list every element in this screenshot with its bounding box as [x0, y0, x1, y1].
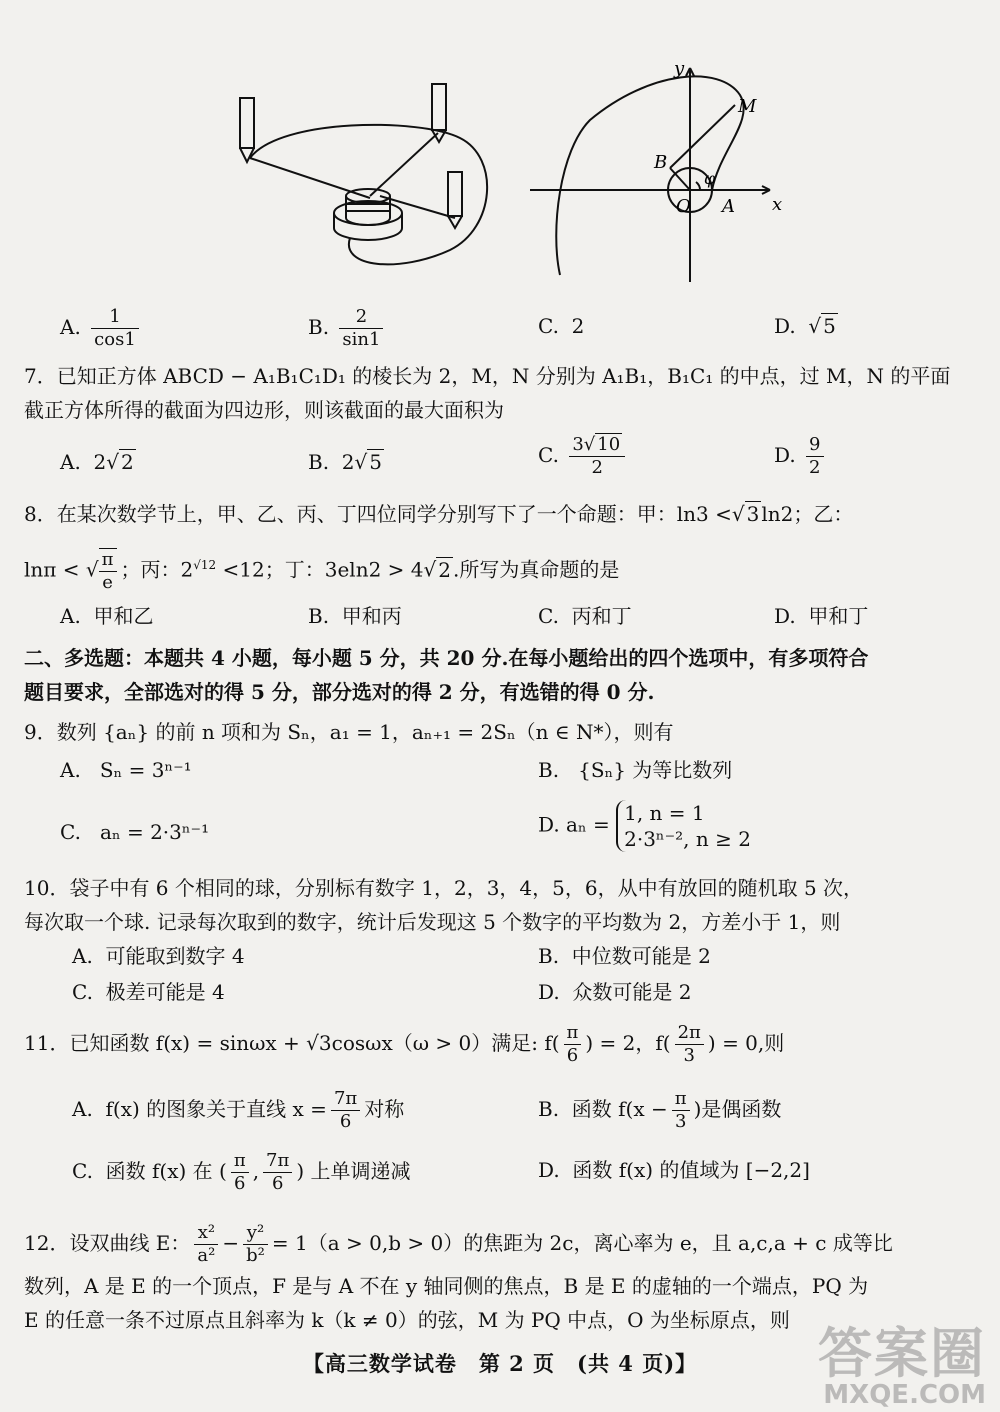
q7-stem-line1: 7．已知正方体 ABCD − A₁B₁C₁D₁ 的棱长为 2，M，N 分别为 A₁B₁，B₁C₁ 的中点，过 M，N 的平面 — [24, 364, 951, 388]
piecewise-head: aₙ = — [566, 812, 610, 837]
option-text: 可能取到数字 4 — [105, 944, 245, 968]
q10-option-b — [538, 942, 711, 970]
numerator: 7π — [331, 1088, 360, 1111]
q9-option-c — [60, 818, 209, 846]
fraction — [672, 1088, 690, 1133]
q8-bing-tail: <12；丁： — [216, 557, 325, 582]
q11-option-b — [538, 1088, 781, 1133]
q7-option-b: B. 2√ 5 — [308, 450, 382, 474]
numerator: x² — [194, 1222, 218, 1245]
option-label: C. — [538, 314, 559, 338]
piecewise-brace — [616, 800, 751, 852]
piecewise-case-1: 1, n = 1 — [624, 801, 705, 825]
q8-bing-head: ；丙： — [120, 557, 181, 582]
q7-option-a: A. 2√ 2 — [60, 450, 134, 474]
option-text-tail: )是偶函数 — [693, 1097, 782, 1121]
spiral-pencil-drawing-icon — [220, 78, 510, 278]
option-label: D. — [538, 980, 560, 1004]
option-label: B. — [538, 758, 560, 782]
fraction — [806, 434, 823, 479]
option-label: D. — [774, 314, 796, 338]
option-label: A. — [60, 315, 81, 339]
option-text: aₙ = 2·3ⁿ⁻¹ — [100, 820, 210, 844]
q6-option-d: D. √ 5 — [774, 314, 836, 338]
q8-option-a — [60, 602, 154, 630]
numerator: 2π — [675, 1022, 704, 1045]
numerator: 1 — [91, 306, 139, 329]
q7-option-c — [538, 434, 629, 479]
q12-stem-line1 — [24, 1222, 893, 1267]
denominator: 6 — [271, 1173, 284, 1194]
fraction — [339, 306, 383, 351]
numerator: y² — [243, 1222, 268, 1245]
q8-jia-tail: ln2；乙： — [761, 502, 854, 526]
watermark-logo — [818, 1322, 986, 1410]
q9-option-b — [538, 756, 732, 784]
q7-option-d — [774, 434, 828, 479]
radicand: 2 — [121, 450, 134, 474]
option-label: D. — [774, 443, 796, 467]
denominator: e — [102, 572, 113, 593]
numerator: 9 — [806, 434, 823, 457]
axis-x-label: x — [772, 194, 783, 215]
radicand: 10 — [597, 434, 621, 455]
q6-option-b — [308, 306, 387, 351]
fraction — [263, 1150, 292, 1195]
q8-bing-base: 2 — [180, 557, 194, 582]
q8-option-c — [538, 602, 632, 630]
q8-stem-line2: lnπ < √ $\frac{\pi}{e}$ ；丙：$2^{√12} <12$；丁：3eln2 > 4√ 2 .所写为真命题的是 — [24, 549, 620, 593]
q8-option-b — [308, 602, 402, 630]
radicand: 5 — [823, 314, 836, 338]
coefficient: 2 — [93, 450, 107, 474]
option-label: B. — [308, 604, 330, 628]
denominator: a² — [197, 1245, 216, 1266]
q12-head: 12．设双曲线 E： — [24, 1231, 191, 1255]
radicand: 5 — [369, 450, 382, 474]
fraction — [331, 1088, 360, 1133]
option-value: 2 — [571, 314, 585, 338]
option-text-tail: ) 上单调递减 — [296, 1159, 411, 1183]
numerator: π — [99, 549, 117, 572]
fraction — [231, 1150, 249, 1195]
q11-stem-b: ) = 2，f( — [585, 1031, 671, 1055]
q11-option-a — [72, 1088, 404, 1133]
option-label: C. — [72, 980, 93, 1004]
radicand: 2 — [438, 557, 451, 582]
section2-heading-line2: 题目要求，全部选对的得 5 分，部分选对的得 2 分，有选错的得 0 分. — [24, 680, 655, 704]
numerator: π — [564, 1022, 582, 1045]
q8-bing-exponent: √12 — [193, 557, 217, 572]
q12-stem-line2: 数列，A 是 E 的一个顶点，F 是与 A 不在 y 轴同侧的焦点，B 是 E 的虚轴的一个端点，PQ 为 — [24, 1274, 869, 1298]
q8-tail: .所写为真命题的是 — [452, 557, 620, 582]
comma: , — [252, 1159, 260, 1183]
q10-option-c — [72, 978, 225, 1006]
denominator: b² — [246, 1245, 265, 1266]
numerator: 3√ 10 — [569, 434, 625, 457]
fraction — [675, 1022, 704, 1067]
option-text: 中位数可能是 2 — [571, 944, 711, 968]
q8-option-d — [774, 602, 868, 630]
fraction — [194, 1222, 218, 1267]
q8-intro: 8．在某次数学节上，甲、乙、丙、丁四位同学分别写下了一个命题：甲： — [24, 502, 677, 526]
q11-stem-a: 11．已知函数 f(x) = sinωx + √3cosωx（ω > 0）满足: f( — [24, 1031, 560, 1055]
denominator: sin1 — [342, 329, 381, 350]
option-label: B. — [538, 1097, 560, 1121]
q12-tail: = 1（a > 0,b > 0）的焦距为 2c，离心率为 e，且 a,c,a + c 成等比 — [271, 1231, 893, 1255]
option-text: 函数 f(x) 的值域为 [−2,2] — [572, 1158, 810, 1182]
q11-stem — [24, 1022, 784, 1067]
option-label: A. — [72, 944, 93, 968]
numerator: 2 — [339, 306, 383, 329]
denominator: 2 — [591, 457, 603, 478]
denominator: 2 — [809, 457, 821, 478]
numerator: π — [231, 1150, 249, 1173]
fraction — [569, 434, 625, 479]
option-text: 甲和丙 — [341, 604, 402, 628]
fraction — [91, 306, 139, 351]
q11-option-d — [538, 1156, 810, 1184]
option-text: 丙和丁 — [571, 604, 632, 628]
option-text: 众数可能是 2 — [572, 980, 692, 1004]
fraction — [564, 1022, 582, 1067]
q10-option-a — [72, 942, 245, 970]
denominator: 6 — [566, 1045, 579, 1066]
point-M-label: M — [738, 96, 757, 117]
numerator: π — [672, 1088, 690, 1111]
option-text: {Sₙ} 为等比数列 — [578, 758, 733, 782]
option-text: Sₙ = 3ⁿ⁻¹ — [99, 758, 192, 782]
point-B-label: B — [654, 152, 668, 173]
denominator: 6 — [339, 1111, 352, 1132]
option-label: B. — [308, 315, 330, 339]
piecewise-case-2: 2·3ⁿ⁻², n ≥ 2 — [624, 827, 751, 851]
denominator: 3 — [683, 1045, 695, 1066]
option-text: f(x) 的图象关于直线 x = — [105, 1097, 327, 1121]
q8-yi-statement: lnπ < — [24, 557, 80, 582]
q9-option-d — [538, 800, 751, 852]
option-label: D. — [538, 1158, 560, 1182]
option-label: B. — [538, 944, 560, 968]
q8-ding-statement: 3eln2 > 4 — [324, 557, 424, 582]
watermark-url: MXQE.COM — [823, 1380, 986, 1410]
fraction — [243, 1222, 268, 1267]
radicand: 3 — [746, 502, 760, 526]
option-label: C. — [538, 604, 559, 628]
minus-sign: − — [222, 1231, 240, 1255]
option-label: A. — [60, 450, 81, 474]
numerator: 7π — [263, 1150, 292, 1173]
option-label: A. — [72, 1097, 93, 1121]
option-label: C. — [60, 820, 81, 844]
q6-option-c — [538, 312, 584, 340]
option-text: 函数 f(x) 在 ( — [105, 1159, 227, 1183]
denominator: cos1 — [94, 329, 136, 350]
q8-stem-line1: 8．在某次数学节上，甲、乙、丙、丁四位同学分别写下了一个命题：甲：ln3 <√ 3 ln2；乙： — [24, 502, 854, 526]
q9-option-a — [60, 756, 192, 784]
point-A-label: A — [722, 196, 735, 217]
fraction — [99, 548, 117, 594]
axis-y-label: y — [674, 60, 685, 79]
q8-jia-statement: ln3 < — [676, 502, 732, 526]
coefficient: 2 — [341, 450, 355, 474]
point-O-label: O — [676, 196, 691, 217]
section2-heading-line1: 二、多选题：本题共 4 小题，每小题 5 分，共 20 分.在每小题给出的四个选项中，有多项符合 — [24, 646, 869, 670]
spiral-axes-figure — [530, 60, 790, 285]
option-text: 甲和丁 — [808, 604, 869, 628]
option-text: 函数 f(x − — [571, 1097, 668, 1121]
q6-option-a — [60, 306, 143, 351]
q7-stem-line2: 截正方体所得的截面为四边形，则该截面的最大面积为 — [24, 398, 504, 422]
q12-stem-line3: E 的任意一条不过原点且斜率为 k（k ≠ 0）的弦，M 为 PQ 中点，O 为坐标原点，则 — [24, 1308, 790, 1332]
option-label: A. — [60, 758, 81, 782]
q10-option-d — [538, 978, 692, 1006]
q9-stem: 9．数列 {aₙ} 的前 n 项和为 Sₙ，a₁ = 1，aₙ₊₁ = 2Sₙ（n ∈ N*），则有 — [24, 720, 674, 744]
option-text-tail: 对称 — [364, 1097, 405, 1121]
option-label: C. — [538, 443, 559, 467]
denominator: 6 — [234, 1173, 246, 1194]
coefficient: 3 — [572, 434, 584, 455]
option-text: 甲和乙 — [93, 604, 154, 628]
watermark-text: 答案圈 — [818, 1322, 986, 1385]
q11-stem-c: ) = 0,则 — [707, 1031, 785, 1055]
option-label: D. — [774, 604, 796, 628]
option-label: D. — [538, 812, 560, 837]
angle-phi-label: φ — [704, 169, 716, 188]
q11-option-c — [72, 1150, 411, 1195]
option-label: B. — [308, 450, 330, 474]
q10-stem-line1: 10．袋子中有 6 个相同的球，分别标有数字 1，2，3，4，5，6，从中有放回的随机取 5 次， — [24, 876, 864, 900]
page-footer: 【高三数学试卷 第 2 页 (共 4 页)】 — [302, 1351, 698, 1376]
option-label: A. — [60, 604, 81, 628]
q10-stem-line2: 每次取一个球. 记录每次取到的数字，统计后发现这 5 个数字的平均数为 2，方差小于 1，则 — [24, 910, 841, 934]
option-label: C. — [72, 1159, 93, 1183]
option-text: 极差可能是 4 — [105, 980, 225, 1004]
denominator: 3 — [674, 1111, 687, 1132]
